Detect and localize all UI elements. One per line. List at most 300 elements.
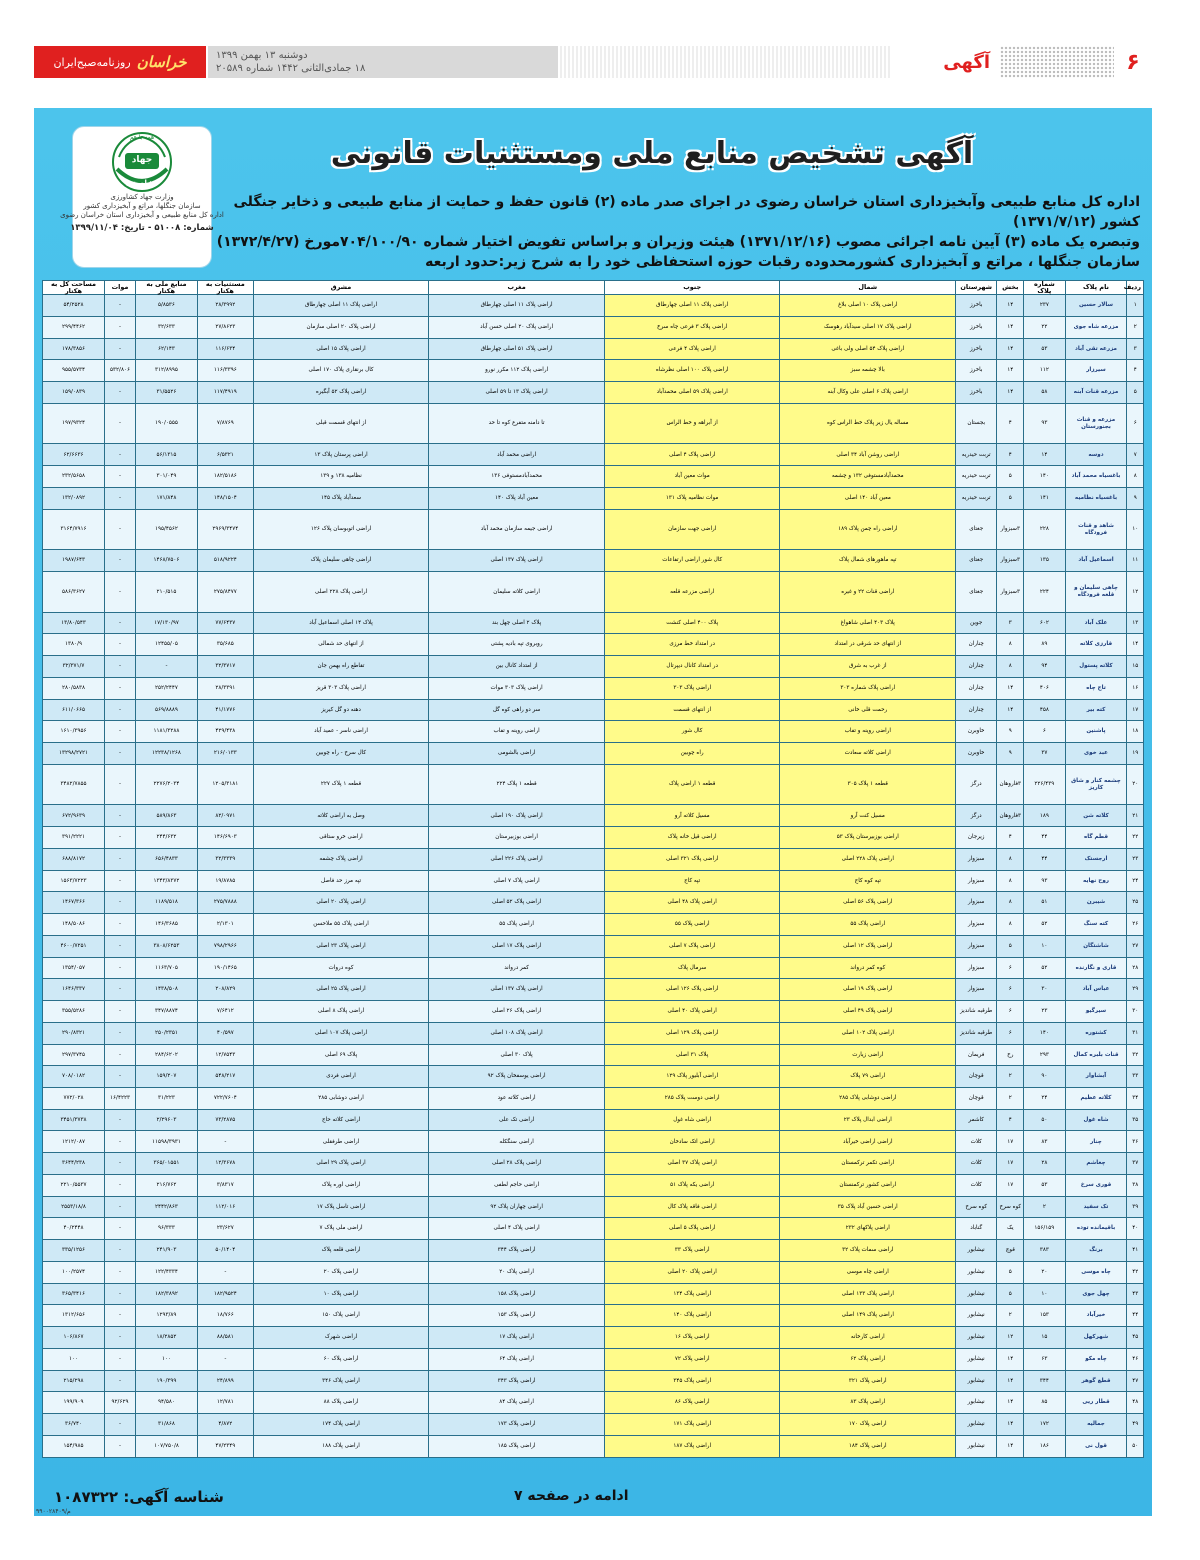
table-cell: تا دامنه متفرع کوه تا حد [429,403,605,444]
logo-motto: همه با هم [129,134,155,141]
column-header: مستثنیات به هکتار [197,281,253,295]
table-cell: ۹۰ [1024,1066,1065,1088]
table-cell: مزرعه شاه جوی [1065,316,1127,338]
table-cell: ۲۲۷۶/۲۰۳۴ [136,764,198,805]
table-cell: باغسیاه نظامیه [1065,487,1127,509]
table-cell: در امتداد خط مرزی [604,634,780,656]
table-cell: اراضی پلاک ۸ اصلی [253,1001,429,1023]
table-cell: اراضی چهاران پلاک ۹۲ [429,1196,605,1218]
table-cell: ۱۳۵۴/۰۵۷ [43,957,105,979]
table-cell: اراضی حاجم لطفی [429,1174,605,1196]
legal-notice-ad [34,108,1152,1516]
table-cell: از غرب به شرق [780,656,956,678]
table-row [43,721,1144,743]
table-cell: اراضی پلاک ۴۹ اصلی [780,1001,956,1023]
table-cell: ۱۴۳۸/۵۰۸ [136,979,198,1001]
table-cell: اراضی پلاک ۱۲ اصلی [780,935,956,957]
table-cell: ۱۳۱۲/۶۵۶ [43,1305,105,1327]
table-row [43,1153,1144,1175]
logo-organization: سازمان جنگلها، مراتع و آبخیزداری کشور [83,202,201,210]
table-cell: اراضی آبلیور پلاک ۱۲۹ [604,1066,780,1088]
table-cell: اراضی پلاک ۱۴۹ اصلی [780,1305,956,1327]
table-cell: پلاک ۴۰۳ اصلی شاهواغ [780,612,956,634]
table-cell: ۵۲ [1024,914,1065,936]
table-cell: ۲۴ [1127,870,1144,892]
table-cell: ۴۲ [1127,1261,1144,1283]
table-cell: ۴ [997,827,1024,849]
newspaper-brand [34,46,206,78]
table-cell: اراضی قلعه پلاک [253,1240,429,1262]
table-cell: ۱۲/۷۸۱ [197,1392,253,1414]
table-cell: در امتداد کانال دیپرتال [604,656,780,678]
table-row [43,979,1144,1001]
table-cell: ۲۷۵/۷۸۸۸ [197,892,253,914]
table-cell: اراضی پلاک ۲۸ اصلی [429,1153,605,1175]
table-cell: ۷۳/۲۸۷۵ [197,1109,253,1131]
table-cell: ۲۸/۳۳۹۱ [197,677,253,699]
table-cell: ۵۱ [1024,892,1065,914]
table-row [43,1327,1144,1349]
table-cell: ۵۶۹/۸۸۸۹ [136,699,198,721]
table-cell: ۲ [997,1087,1024,1109]
table-cell: اراضی پلاک چشمه [253,848,429,870]
table-cell: ۱۱۲ [1024,360,1065,382]
table-cell: ۱۹۰/۱۴۶۵ [197,957,253,979]
table-cell: اراضی حسین آباد پلاک ۳۵ [780,1196,956,1218]
table-cell: - [105,979,136,1001]
table-cell: اراضی پلاک ۳ فرعی چاه سرخ [604,316,780,338]
table-cell: کوه دروات [253,957,429,979]
table-cell: ۳۸۳ [1024,1240,1065,1262]
table-cell: ۱۳۵ [1024,550,1065,572]
table-row [43,677,1144,699]
table-cell: ۱۲ [1127,572,1144,613]
table-cell: ۲۳۷ [1024,295,1065,317]
table-cell: ۶۳ [1024,1348,1065,1370]
column-header: شماره پلاک [1024,281,1065,295]
table-cell: قطعه ۱ پلاک ۲۲۷ [253,764,429,805]
table-cell: ۱۱۷/۴۹۱۹ [197,382,253,404]
table-cell: ۲۷۵/۸۴۷۷ [197,572,253,613]
table-cell: اراضی پلاک ۱۵۰ [253,1305,429,1327]
table-cell: اراضی دوست پلاک ۲۸۵ [604,1087,780,1109]
table-cell: باغسیاه محمد آباد [1065,466,1127,488]
table-row [43,1066,1144,1088]
table-cell: ۱۴۶۷/۳۶۶ [43,892,105,914]
table-cell: دهنه دو گل کیریز [253,699,429,721]
table-cell: ۱۲/۳۶۷۸ [197,1153,253,1175]
table-cell: ۲۳ [1024,1001,1065,1023]
table-cell: اراضی تکمر ترکمستان [780,1153,956,1175]
table-cell: - [105,1218,136,1240]
table-cell: شاهد و قنات فرودگاه [1065,509,1127,550]
table-cell: ۷۷/۶۴۳۷ [197,612,253,634]
continued-note: ادامه در صفحه ۷ [514,1488,629,1504]
table-cell: باخرز [956,338,997,360]
table-cell: ۵ [997,466,1024,488]
table-cell: سعدآباد پلاک ۱۴۵ [253,487,429,509]
table-row [43,466,1144,488]
table-cell: ۳/۸۳۱۷ [197,1174,253,1196]
table-cell: - [105,1283,136,1305]
table-cell: ۱۵۹/۲۰۷ [136,1066,198,1088]
table-cell: - [105,316,136,338]
table-cell: ۲۱ [1127,805,1144,827]
table-cell: ۳۶۴۴/۲۳۸ [43,1153,105,1175]
table-cell: - [197,1131,253,1153]
table-cell: ۹ [997,743,1024,765]
table-cell: - [105,656,136,678]
table-cell: ۱۹۸۷/۶۴۳ [43,550,105,572]
table-cell: ۱۸۹ [1024,805,1065,827]
table-cell: ۳۴۵۱/۳۷۳۸ [43,1109,105,1131]
table-cell: ۲۹۹/۴۴۶۲ [43,316,105,338]
intro-line: اداره کل منابع طبیعی وآبخیزداری استان خراسان رضوی در اجرای صدر ماده (۲) قانون حفظ و حمایت از منابع طبیعی و ذخایر جنگلی کشور (۱۳۷۱/۷/۱۲) [233,194,1140,230]
table-cell: ۱۴ [1127,634,1144,656]
table-cell: نظامیه ۱۳۸ و ۱۳۹ [253,466,429,488]
table-cell: ۸۸/۵۸۱ [197,1327,253,1349]
table-cell: سیرزار [1065,360,1127,382]
table-cell: روح نهایه [1065,870,1127,892]
table-cell: ۱۸/۷۶۶ [197,1305,253,1327]
table-cell: ۱۷۸/۳۸۵۶ [43,338,105,360]
table-cell: کلاته پستول [1065,656,1127,678]
table-cell: ۱۳۴۳/۸۳۷۲ [136,870,198,892]
table-cell: - [197,1261,253,1283]
table-cell: ۱۷/۱۳۰/۹۷ [136,612,198,634]
table-cell: ۱۹ [1127,743,1144,765]
table-cell: ۳۸۰۸/۶۲۵۳ [136,935,198,957]
table-cell: ۶۰۲ [1024,612,1065,634]
table-cell: اراضی مزرعه قلعه [604,572,780,613]
table-cell: باقیمانده توده [1065,1218,1127,1240]
table-cell: ۲۴۱/۹۰۳ [136,1240,198,1262]
table-row [43,1348,1144,1370]
intro-line: سازمان جنگلها ، مراتع و آبخیزداری کشورمحدوده رقبات حوزه استحفاظی خود را به شرح زیر:حدود اربعه [425,254,1140,270]
table-cell: اراضی دوشابی پلاک ۲۸۵ [780,1087,956,1109]
table-cell: ۲۰ [1024,1261,1065,1283]
table-cell: - [105,1435,136,1457]
table-cell: اراضی پلاک ۱۱ اصلی چهارطاق [253,295,429,317]
table-cell: ۱۶/۴۲۲۳ [105,1087,136,1109]
table-cell: اراضی اتوبوسان پلاک ۱۲۶ [253,509,429,550]
table-cell: ۵ [1127,382,1144,404]
table-cell: ۲۷ [1127,935,1144,957]
table-cell: ۱۷ [997,1131,1024,1153]
table-cell: اراضی کلاته سلیمان [429,572,605,613]
table-cell: ۷۲۲/۷۶۰۴ [197,1087,253,1109]
table-cell: ۱۲۴۵۵/۰۵ [136,634,198,656]
table-cell: اراضی پلاک ۱۷ اصلی سیدآباد رهوسک [780,316,956,338]
table-cell: طرقبه شاندیز [956,1001,997,1023]
table-row [43,1196,1144,1218]
table-cell: از انتهای حد شمالی [253,634,429,656]
table-cell: ۳۰۱/۰۴۹ [136,466,198,488]
table-row [43,848,1144,870]
table-cell: اراضی کارخانه [780,1327,956,1349]
table-cell: ۱۲۲/۴۳۳۴ [136,1261,198,1283]
table-cell: اراضی پلاک ۲۰ اصلی سازمان [253,316,429,338]
table-cell: ۱۲۹۳/۸۹ [136,1305,198,1327]
table-row [43,550,1144,572]
table-cell: ۱۲ [997,1327,1024,1349]
table-cell: اراضی اوره پلاک [253,1174,429,1196]
table-row [43,444,1144,466]
table-row [43,1218,1144,1240]
table-cell: ۱۴ [997,1435,1024,1457]
table-cell: اراضی پلاک ۸۴ [429,1392,605,1414]
table-cell: - [105,295,136,317]
table-cell: اراضی پلاک ۳۴۳ [429,1370,605,1392]
table-cell: ۲۸/۳۹۹۲ [197,295,253,317]
table-cell: ۵ [997,935,1024,957]
table-cell: موات نظامیه پلاک ۱۳۱ [604,487,780,509]
table-cell: ۳فاروهان [997,764,1024,805]
table-cell: مسیل کلاته آرو [604,805,780,827]
table-cell: سبزوار [956,979,997,1001]
table-cell: ۱۸۲/۹۵۲۴ [197,1283,253,1305]
table-cell: سبزوار [956,914,997,936]
table-cell: - [105,721,136,743]
table-cell: زیرجان [956,827,997,849]
table-cell: اراضی سمات پلاک ۳۲ [780,1240,956,1262]
table-cell: اراضی پلاک ۲۲۸ اصلی [253,572,429,613]
table-cell: اراضی پلاک ۵۵ [780,914,956,936]
table-cell: - [105,935,136,957]
table-cell: ۴۹ [1127,1414,1144,1436]
table-cell: اراضی ناسر - عمید آباد [253,721,429,743]
table-cell: ۱۳۲۹۸/۲۷۲۱ [43,743,105,765]
table-row [43,634,1144,656]
table-cell: اراضی تک علی [429,1109,605,1131]
table-cell: قطم گاه [1065,827,1127,849]
table-cell: اراضی پلاک ۳۴۴ [429,1240,605,1262]
table-cell: اراضی پلاک ۲۰ [429,1261,605,1283]
table-cell: اسماعیل آباد [1065,550,1127,572]
table-cell: ۶۱۱/۰۶۶۵ [43,699,105,721]
table-cell: اراضی فاقه پلاک کال [604,1196,780,1218]
table-cell: ۱۴۰ [1024,466,1065,488]
table-cell: عباس آباد [1065,979,1127,1001]
table-cell: ۱۲/۷۵۴۳ [197,1044,253,1066]
table-cell: اراضی دوشابی ۲۸۵ [253,1087,429,1109]
logo-word-2: کشاورزی [125,179,159,187]
table-cell: اراضی شاه غول [604,1109,780,1131]
date-line-1: دوشنبه ۱۳ بهمن ۱۳۹۹ [216,50,308,61]
table-cell: سبزوار [956,935,997,957]
table-cell: طرقبه شاندیز [956,1022,997,1044]
table-cell: اراضی پلاک ۱۲۹ اصلی [604,1022,780,1044]
table-row [43,957,1144,979]
table-cell: اراضی پلاک ۵ اصلی [604,1218,780,1240]
table-cell: ۱۹۵/۴۵۶۲ [136,509,198,550]
table-cell: ۴/۸۷۲ [197,1414,253,1436]
table-cell: اراضی روینه و تفاب [780,721,956,743]
table-cell: ۱۴ [997,1392,1024,1414]
table-cell: ۲۲۱۰/۵۵۳۷ [43,1174,105,1196]
table-row [43,699,1144,721]
table-cell: ۳۳ [1127,1066,1144,1088]
table-cell: اراضی بالشومی [429,743,605,765]
table-cell: اراضی پلاک ۱۴۰ [604,1305,780,1327]
table-cell: - [105,914,136,936]
table-cell: ۲ [1024,1196,1065,1218]
table-cell: ۱۴ [997,1414,1024,1436]
table-cell: اراضی پلاک ۵۱ اصلی چهارطاق [429,338,605,360]
table-cell: - [105,1022,136,1044]
table-cell: کته بیر [1065,699,1127,721]
table-cell: ۳۵/۶۸۵ [197,634,253,656]
table-cell: از انتهای قسمت [604,699,780,721]
table-cell: ۶۲/۱۴۳ [136,338,198,360]
table-cell: عبد خوی [1065,743,1127,765]
table-cell: تک سفید [1065,1196,1127,1218]
table-row [43,382,1144,404]
table-cell: چاهی سلیمان و قلعه فرودگاه [1065,572,1127,613]
table-row [43,827,1144,849]
table-cell: ۲۲۸ [1024,509,1065,550]
table-cell: سرمال پلاک [604,957,780,979]
table-row [43,487,1144,509]
table-row [43,360,1144,382]
table-cell: - [105,827,136,849]
table-cell: - [105,612,136,634]
table-cell: ۱۴ [997,677,1024,699]
table-cell: اراضی خرو ستاقی [253,827,429,849]
table-cell: ۶۷۲/۹۶۳۹ [43,805,105,827]
table-cell: ۱۴۶/۶۹۰۳ [197,827,253,849]
table-cell: پاشنین [1065,721,1127,743]
table-cell: ۱۱۲/۰۱۶ [197,1196,253,1218]
table-cell: ۱۵۴/۹۸۵ [43,1435,105,1457]
table-cell: ۲۳/۶۲۷ [197,1218,253,1240]
table-cell: ۹۵۵/۵۷۳۴ [43,360,105,382]
table-cell: ۸ [1127,466,1144,488]
table-cell: شیبرن [1065,892,1127,914]
table-cell: اراضی پلاک ۱۷ [429,1327,605,1349]
table-cell: کال شور [604,721,780,743]
table-cell: اراضی پلاک ۳۴۵ [604,1370,780,1392]
table-cell: ۷۷۲/۰۲۸ [43,1087,105,1109]
table-cell: ۲۱۰/۵۱۵ [136,572,198,613]
table-cell: باخرز [956,360,997,382]
table-cell: ۹۳ [1024,870,1065,892]
table-cell: اراضی پلاک ۱۱ اصلی چهارطاق [429,295,605,317]
letter-reference: شماره: ۵۱۰۰۸ - تاریخ: ۱۳۹۹/۱۱/۰۴ [70,223,214,233]
table-cell: ۵۳۲/۸۰۶ [105,360,136,382]
table-cell: - [105,957,136,979]
table-cell: نیشابور [956,1370,997,1392]
table-cell: اراضی راه چمن پلاک ۱۸۹ [780,509,956,550]
table-cell: ۱۴۰ [1024,1022,1065,1044]
table-cell: - [105,805,136,827]
table-cell: خاوبرن [956,743,997,765]
table-cell: موات معین آباد [604,466,780,488]
table-cell: ۲ [997,1305,1024,1327]
table-row [43,743,1144,765]
table-cell: ۲۵ [1127,892,1144,914]
table-cell: اراضی پرستان پلاک ۱۳ [253,444,429,466]
table-cell: اراضی پلاک ۱۵۳ [429,1305,605,1327]
table-cell: - [105,1327,136,1349]
table-row [43,764,1144,805]
table-cell: کمر درواند [429,957,605,979]
table-cell: کال برنقاری پلاک ۱۷۰ اصلی [253,360,429,382]
table-cell: اراضی بوزبیرستان [429,827,605,849]
brand-name: خراسان [136,53,187,71]
logo-word-1: جهاد [131,155,153,165]
table-cell: ۳۵ [1127,1109,1144,1131]
table-cell: اراضی پلاک ۱۹۰ اصلی [429,805,605,827]
table-cell: اراضی پلاک ۱۸۷ [604,1435,780,1457]
column-header: موات [105,281,136,295]
table-cell: ۲ [997,1066,1024,1088]
table-cell: چهل جوی [1065,1283,1127,1305]
table-row [43,914,1144,936]
table-cell: اراضی ۷۹ پلاک [780,1066,956,1088]
table-cell: ۳۲/۳۳۳۹ [197,848,253,870]
table-cell: ۴۳ [1127,1283,1144,1305]
table-cell: اراضی پلاک ۳۲۱ اصلی [604,848,780,870]
table-cell: ۲۴/۸۹۹ [197,1370,253,1392]
table-cell: ۸۲/۰۹۷۱ [197,805,253,827]
table-cell: اراضی کلاته عود [429,1087,605,1109]
parcels-table [42,280,1144,1458]
table-cell: کته سنگ [1065,914,1127,936]
table-cell: ۳۱۶۴/۷۹۱۶ [43,509,105,550]
table-cell: کلات [956,1174,997,1196]
table-cell: ۱۴ [997,360,1024,382]
table-cell: ۴۶۰۰/۷۲۵۱ [43,935,105,957]
table-cell: اراضی پلاک ۷ اصلی [604,935,780,957]
column-header: مشرق [253,281,429,295]
table-cell: درگز [956,764,997,805]
table-cell: کوه کمر درواند [780,957,956,979]
table-cell: ۴۵۸ [1024,699,1065,721]
table-cell: ۲۹۷/۳۷۴۵ [43,1044,105,1066]
table-cell: قطع گوهر [1065,1370,1127,1392]
table-cell: - [105,509,136,550]
table-cell: ۱۴۸/۵۰۸۶ [43,914,105,936]
table-cell: ۳۰ [1024,979,1065,1001]
table-cell: ۱۰ [1024,935,1065,957]
table-cell: - [105,677,136,699]
table-cell: ۶/۵۳۲۱ [197,444,253,466]
column-header: منابع ملی به هکتار [136,281,198,295]
table-cell: نیشابور [956,1392,997,1414]
table-row [43,1370,1144,1392]
table-cell: اراضی پلاک ۱۷۴ [253,1414,429,1436]
table-cell: - [105,572,136,613]
table-row [43,1392,1144,1414]
table-cell: ۱۵۶/۱۵۹ [1024,1218,1065,1240]
table-cell: ۵ [997,1261,1024,1283]
table-cell: ۳۸ [1127,1174,1144,1196]
table-cell: ۲۴۴/۶۳۲ [136,827,198,849]
table-cell: ۵۲ [1024,957,1065,979]
table-cell: یک [997,1218,1024,1240]
table-cell: ۵۸۹/۸۶۳ [136,805,198,827]
table-cell: ۱۴ [997,338,1024,360]
table-cell: اراضی کلاته سعادت [780,743,956,765]
table-cell: ۵۶/۱۳۱۵ [136,444,198,466]
table-row [43,1022,1144,1044]
table-cell: نیشابور [956,1327,997,1349]
table-cell: ۳۹۱/۲۲۲۱ [43,827,105,849]
table-row [43,1261,1144,1283]
table-cell: اراضی ابدال پلاک ۲۳ [780,1109,956,1131]
table-cell: قوچان [956,1066,997,1088]
